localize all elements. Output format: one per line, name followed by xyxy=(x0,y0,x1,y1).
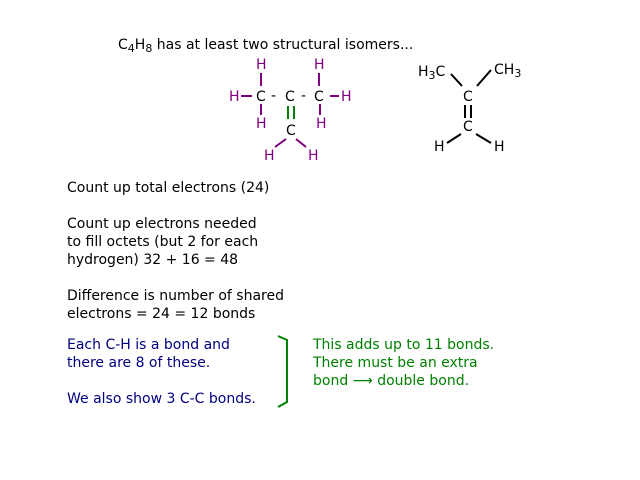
title-sub-4: 4 xyxy=(127,42,135,55)
conclusion-bond-word: bond xyxy=(313,373,349,389)
c-lower: C xyxy=(463,119,473,135)
h-lower-right: H xyxy=(494,139,505,155)
h-top-left: H xyxy=(256,57,267,73)
difference-line-1: Difference is number of shared xyxy=(67,288,284,304)
c3: C xyxy=(314,89,324,105)
conclusion-line-3 xyxy=(313,372,469,390)
c1: C xyxy=(256,89,266,105)
octets-line-1: Count up electrons needed xyxy=(67,216,257,232)
h-left: H xyxy=(229,89,240,105)
cc-bonds-text: We also show 3 C-C bonds. xyxy=(67,391,256,407)
title-c: C xyxy=(118,37,128,53)
c4: C xyxy=(286,123,296,139)
h-right: H xyxy=(341,89,352,105)
total-electrons-text: Count up total electrons (24) xyxy=(67,180,270,196)
title-h: H xyxy=(134,37,146,53)
ch-bonds-line-2: there are 8 of these. xyxy=(67,355,211,371)
conclusion-line-2: There must be an extra xyxy=(313,355,478,371)
octets-line-2: to fill octets (but 2 for each xyxy=(67,234,259,250)
h-bottom-right: H xyxy=(316,116,327,132)
h-ch2-left: H xyxy=(264,148,275,164)
c-upper: C xyxy=(463,89,473,105)
h-bottom-left: H xyxy=(256,116,267,132)
difference-line-2: electrons = 24 = 12 bonds xyxy=(67,306,256,322)
h-lower-left: H xyxy=(434,139,445,155)
cc-bond-right: - xyxy=(301,88,307,104)
title-rest: has at least two structural isomers... xyxy=(152,37,414,53)
cc-bond-left: - xyxy=(271,88,277,104)
octets-line-3: hydrogen) 32 + 16 = 48 xyxy=(67,252,239,268)
arrow-icon: ⟶ xyxy=(348,373,378,389)
conclusion-double-bond: double bond. xyxy=(377,373,470,389)
ch3-group: $CH_3$ xyxy=(494,62,522,80)
title-sub-8: 8 xyxy=(145,42,153,55)
c2: C xyxy=(285,89,295,105)
ch-bonds-line-1: Each C-H is a bond and xyxy=(67,337,230,353)
conclusion-line-1: This adds up to 11 bonds. xyxy=(313,337,495,353)
h3c-group: $H_3C$ xyxy=(418,64,446,82)
h-ch2-right: H xyxy=(308,148,319,164)
h-top-right: H xyxy=(314,57,325,73)
